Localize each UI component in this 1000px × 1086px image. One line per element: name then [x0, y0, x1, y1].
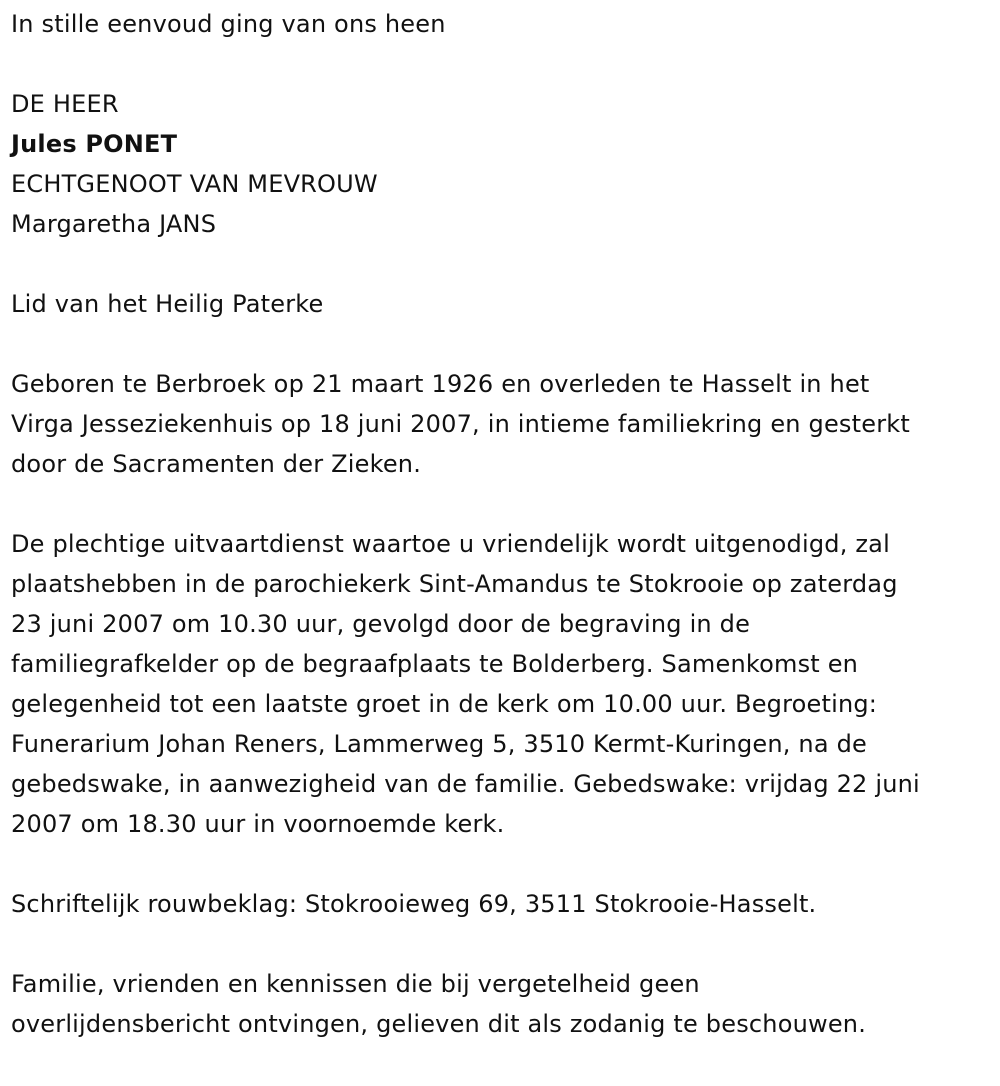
- paragraph-line: Virga Jesseziekenhuis op 18 juni 2007, in intieme familiekring en gesterkt: [11, 410, 910, 438]
- condolence-address: Schriftelijk rouwbeklag: Stokrooieweg 69, 3511 Stokrooie-Hasselt.: [11, 890, 817, 918]
- spacer: [11, 484, 1000, 524]
- membership-text: Lid van het Heilig Paterke: [11, 290, 324, 318]
- spouse-prefix: ECHTGENOOT VAN MEVROUW: [11, 170, 378, 198]
- funeral-paragraph: [11, 524, 1000, 844]
- paragraph-line: overlijdensbericht ontvingen, gelieven dit als zodanig te beschouwen.: [11, 1010, 867, 1038]
- spacer: [11, 844, 1000, 884]
- title-prefix: DE HEER: [11, 90, 119, 118]
- paragraph-line: 2007 om 18.30 uur in voornoemde kerk.: [11, 810, 505, 838]
- spouse-name: Margaretha JANS: [11, 210, 217, 238]
- spacer: [11, 244, 1000, 284]
- spacer: [11, 324, 1000, 364]
- paragraph-line: gelegenheid tot een laatste groet in de kerk om 10.00 uur. Begroeting:: [11, 690, 878, 718]
- paragraph-line: plaatshebben in de parochiekerk Sint-Amandus te Stokrooie op zaterdag: [11, 570, 898, 598]
- paragraph-line: door de Sacramenten der Zieken.: [11, 450, 422, 478]
- paragraph-line: 23 juni 2007 om 10.30 uur, gevolgd door de begraving in de: [11, 610, 751, 638]
- paragraph-line: De plechtige uitvaartdienst waartoe u vriendelijk wordt uitgenodigd, zal: [11, 530, 890, 558]
- paragraph-line: Geboren te Berbroek op 21 maart 1926 en overleden te Hasselt in het: [11, 370, 870, 398]
- deceased-name: Jules PONET: [11, 130, 178, 158]
- paragraph-line: Familie, vrienden en kennissen die bij vergetelheid geen: [11, 970, 700, 998]
- paragraph-line: familiegrafkelder op de begraafplaats te Bolderberg. Samenkomst en: [11, 650, 859, 678]
- intro-text: In stille eenvoud ging van ons heen: [11, 10, 446, 38]
- spacer: [11, 924, 1000, 964]
- birth-paragraph: [11, 364, 1000, 484]
- paragraph-line: gebedswake, in aanwezigheid van de familie. Gebedswake: vrijdag 22 juni: [11, 770, 920, 798]
- closing-paragraph: [11, 964, 1000, 1044]
- paragraph-line: Funerarium Johan Reners, Lammerweg 5, 3510 Kermt-Kuringen, na de: [11, 730, 867, 758]
- spacer: [11, 44, 1000, 84]
